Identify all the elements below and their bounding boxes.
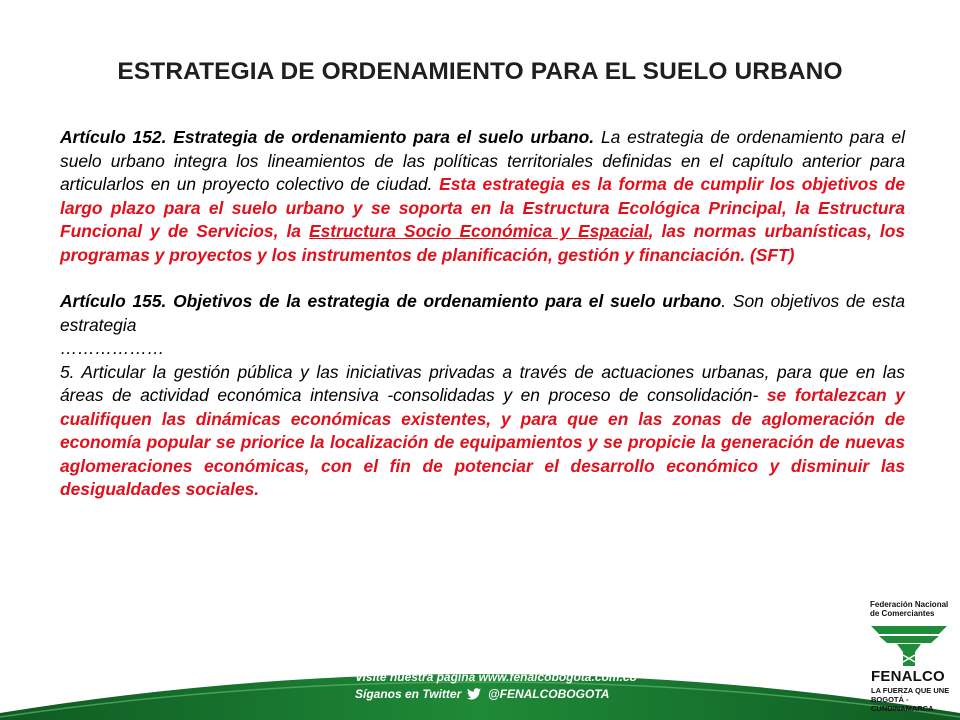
logo-top-text: Federación Nacional de Comerciantes: [870, 600, 949, 618]
document-body: [60, 126, 905, 502]
footer-twitter-handle: @FENALCOBOGOTA: [487, 687, 610, 701]
article-152-paragraph: [60, 126, 905, 267]
twitter-bird-icon: [467, 688, 481, 703]
fenalco-logo: [865, 600, 957, 718]
footer-twitter-prefix: Síganos en Twitter: [355, 687, 462, 701]
fenalco-emblem-icon: [869, 622, 949, 668]
ellipsis: ………………: [60, 338, 165, 358]
article-152-underlined: Estructura Socio Económica y Espacial: [309, 221, 649, 241]
logo-name: FENALCO: [871, 668, 945, 685]
item-5-text: 5. Articular la gestión pública y las iniciativas privadas a través de actuaciones urbanas, para que en las áreas de actividad económica intensiva -consolidadas y en proceso de consolidación-: [60, 361, 905, 405]
article-155-item-5: [60, 361, 905, 502]
article-155-intro: . Son objetivos de esta estrategia: [60, 291, 905, 335]
footer-twitter-line: [355, 687, 635, 703]
article-155-heading: Artículo 155. Objetivos de la estrategia de ordenamiento para el suelo urbano: [60, 291, 722, 311]
article-152-heading: Artículo 152. Estrategia de ordenamiento para el suelo urbano.: [60, 127, 595, 147]
footer-website-text: Visite nuestra página www.fenalcobogota.com.co: [355, 670, 637, 684]
item-5-highlight: se fortalezcan y cualifiquen las dinámicas económicas existentes, y para que en las zonas de aglomeración de economía popular se priorice la localización de equipamientos y se propicie la generación de nuevas aglomeraciones económicas, con el fin de potenciar el desarrollo económico y disminuir las desigualdades sociales.: [60, 385, 905, 499]
article-152-intro: La estrategia de ordenamiento para el suelo urbano integra los lineamientos de las políticas territoriales definidas en el capítulo anterior para articularlos en un proyecto colectivo de ciudad.: [60, 127, 905, 194]
page-title: ESTRATEGIA DE ORDENAMIENTO PARA EL SUELO URBANO: [117, 58, 843, 85]
article-155-paragraph: [60, 290, 905, 337]
article-152-highlight-b: , las normas urbanísticas, los programas y proyectos y los instrumentos de planificación, gestión y financiación. (SFT): [60, 221, 905, 265]
logo-tagline: LA FUERZA QUE UNE BOGOTÁ - CUNDINAMARCA: [871, 686, 950, 713]
article-152-highlight-a: Esta estrategia es la forma de cumplir los objetivos de largo plazo para el suelo urbano y se soporta en la Estructura Ecológica Principal, la Estructura Funcional y de Servicios, la: [60, 174, 905, 241]
